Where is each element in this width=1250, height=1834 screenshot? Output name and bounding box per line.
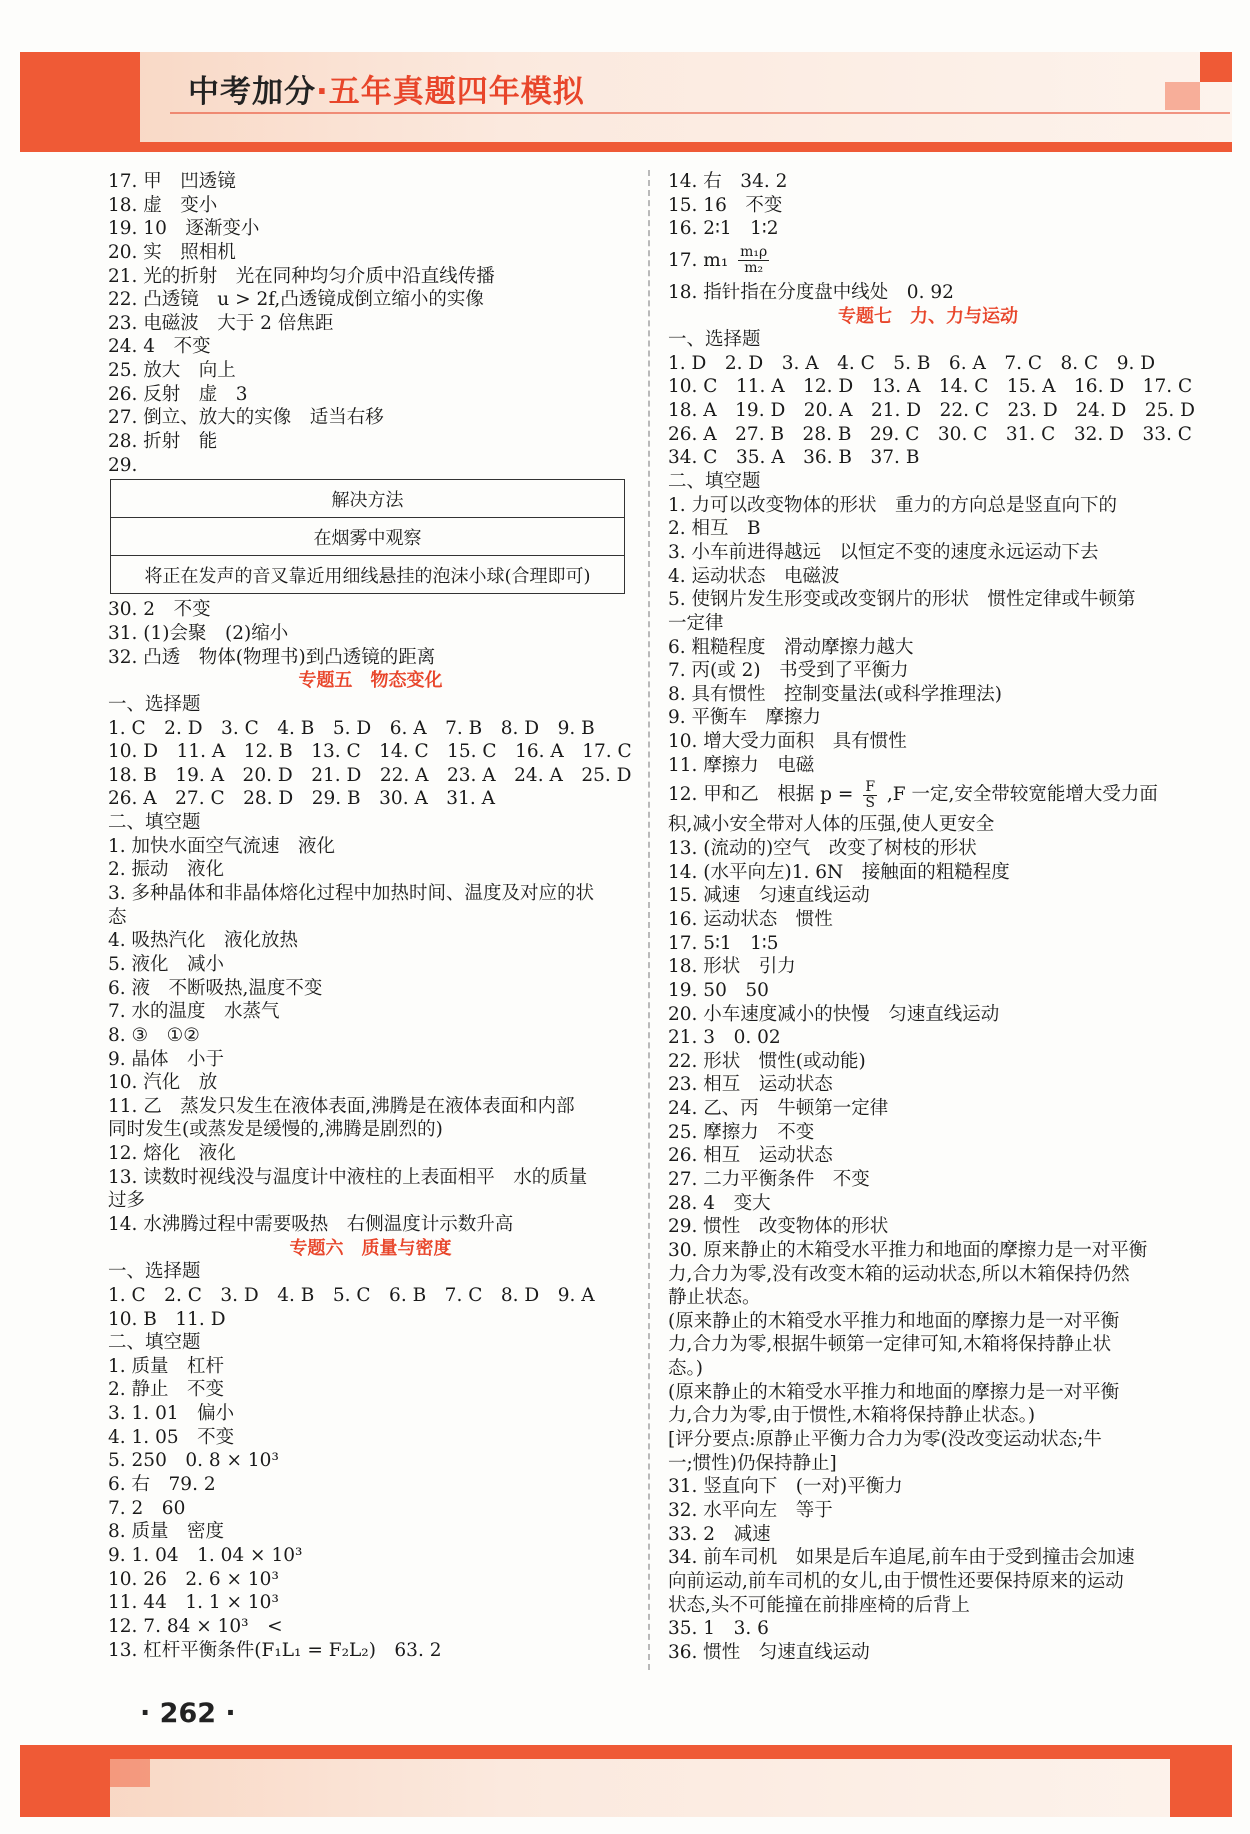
q12-prefix: 12. 甲和乙 根据 p = <box>668 784 854 806</box>
answer-line: 10. C 11. A 12. D 13. A 14. C 15. A 16. D 17. C <box>668 376 1193 398</box>
answer-line: 23. 相互 运动状态 <box>668 1074 833 1096</box>
q12-numerator: F <box>865 778 876 795</box>
q12-suffix: ,F 一定,安全带较宽能增大受力面 <box>886 784 1158 806</box>
book-title-main: 中考加分 <box>188 74 316 110</box>
answer-line: 态 <box>108 906 127 928</box>
answer-line: 8. ③ ①② <box>108 1024 200 1046</box>
answer-line: 18. A 19. D 20. A 21. D 22. C 23. D 24. D 25. D <box>668 400 1195 422</box>
q12-denominator: S <box>865 794 875 811</box>
answer-line: 13. 杠杆平衡条件(F₁L₁ = F₂L₂) 63. 2 <box>108 1639 442 1661</box>
answer-line: 26. 反射 虚 3 <box>108 383 248 405</box>
answers-optics-list <box>108 170 633 477</box>
answer-line: 二、填空题 <box>108 812 201 834</box>
answer-line: 1. C 2. C 3. D 4. B 5. C 6. B 7. C 8. D 9. A <box>108 1284 595 1306</box>
answer-line: 状态,头不可能撞在前排座椅的后背上 <box>668 1594 970 1616</box>
answer-line: 5. 使钢片发生形变或改变钢片的形状 惯性定律或牛顿第 <box>668 589 1136 611</box>
answer-line: 7. 2 60 <box>108 1497 186 1519</box>
answer-line: 力,合力为零,根据牛顿第一定律可知,木箱将保持静止状 <box>668 1334 1112 1356</box>
answer-line: 16. 运动状态 惯性 <box>668 908 833 930</box>
answer-line: 28. 折射 能 <box>108 431 218 453</box>
answer-line: 8. 质量 密度 <box>108 1521 225 1543</box>
answer-line: 27. 倒立、放大的实像 适当右移 <box>108 407 384 429</box>
answer-line: 11. 44 1. 1 × 10³ <box>108 1592 279 1614</box>
answer-line: 9. 平衡车 摩擦力 <box>668 707 822 729</box>
answer-line: 1. 质量 杠杆 <box>108 1355 225 1377</box>
answer-line: 18. B 19. A 20. D 21. D 22. A 23. A 24. A 25. D <box>108 764 632 786</box>
answer-line: 22. 形状 惯性(或动能) <box>668 1050 866 1072</box>
answer-line: 1. C 2. D 3. C 4. B 5. D 6. A 7. B 8. D 9. B <box>108 717 595 739</box>
answer-line: 25. 放大 向上 <box>108 360 236 382</box>
answer-line: 一定律 <box>668 612 724 634</box>
answer-line: 35. 1 3. 6 <box>668 1618 769 1640</box>
answer-line: 10. D 11. A 12. B 13. C 14. C 15. C 16. A 17. C <box>108 741 632 763</box>
page-header <box>0 0 1250 160</box>
answer-line: 1. D 2. D 3. A 4. C 5. B 6. A 7. C 8. C 9. D <box>668 352 1156 374</box>
q29-table-header: 解决方法 <box>111 480 625 518</box>
answer-line: 14. 右 34. 2 <box>668 171 788 192</box>
answer-line: 22. 凸透镜 u > 2f,凸透镜成倒立缩小的实像 <box>108 289 484 311</box>
answer-line: 4. 1. 05 不变 <box>108 1426 235 1448</box>
answer-line: 5. 250 0. 8 × 10³ <box>108 1450 279 1472</box>
answer-line: (原来静止的木箱受水平推力和地面的摩擦力是一对平衡 <box>668 1381 1120 1403</box>
answer-line: 11. 乙 蒸发只发生在液体表面,沸腾是在液体表面和内部 <box>108 1095 575 1117</box>
page-number: · 262 · <box>140 1698 236 1729</box>
q17-prefix: 17. m₁ <box>668 249 729 271</box>
page-footer <box>20 1745 1232 1817</box>
answer-line: 29. <box>108 454 138 476</box>
answer-line: 14. (水平向左)1. 6N 接触面的粗糙程度 <box>668 861 1010 883</box>
answer-line: 28. 4 变大 <box>668 1192 771 1214</box>
answer-line: 23. 电磁波 大于 2 倍焦距 <box>108 312 334 334</box>
q29-table <box>110 479 625 594</box>
answer-line: 13. (流动的)空气 改变了树枝的形状 <box>668 838 977 860</box>
answer-line: 4. 吸热汽化 液化放热 <box>108 930 299 952</box>
answer-line: 6. 液 不断吸热,温度不变 <box>108 977 323 999</box>
answer-line: 29. 惯性 改变物体的形状 <box>668 1216 889 1238</box>
answer-line: 10. 26 2. 6 × 10³ <box>108 1568 279 1590</box>
answer-line: 二、填空题 <box>668 471 761 493</box>
answer-q17 <box>668 241 1188 281</box>
answer-line: 17. 5∶1 1∶5 <box>668 932 779 954</box>
answer-line: 3. 小车前进得越远 以恒定不变的速度永远运动下去 <box>668 541 1099 563</box>
answer-line: 2. 振动 液化 <box>108 859 225 881</box>
section-title-topic5: 专题五 物态变化 <box>298 670 443 692</box>
answer-line: 25. 摩擦力 不变 <box>668 1121 815 1143</box>
answer-line: [评分要点:原静止平衡力合力为零(没改变运动状态;牛 <box>668 1429 1102 1451</box>
answer-line: 13. 读数时视线没与温度计中液柱的上表面相平 水的质量 <box>108 1166 588 1188</box>
answer-line: 27. 二力平衡条件 不变 <box>668 1168 870 1190</box>
answer-line: 4. 运动状态 电磁波 <box>668 565 840 587</box>
answer-line: 18. 形状 引力 <box>668 956 796 978</box>
answers-topic7 <box>668 328 1195 777</box>
footer-deco-block <box>110 1759 150 1787</box>
answer-line: 30. 原来静止的木箱受水平推力和地面的摩擦力是一对平衡 <box>668 1239 1148 1261</box>
answer-q18: 18. 指针指在分度盘中线处 0. 92 <box>668 281 954 303</box>
q17-numerator: m₁ρ <box>740 244 768 261</box>
answer-line: 3. 多种晶体和非晶体熔化过程中加热时间、温度及对应的状 <box>108 883 595 905</box>
answer-q12-topic7 <box>668 777 1188 813</box>
q12-fraction <box>863 780 877 811</box>
answer-line: 5. 液化 减小 <box>108 953 225 975</box>
answer-line: 3. 1. 01 偏小 <box>108 1403 235 1425</box>
answer-line: 9. 晶体 小于 <box>108 1048 225 1070</box>
answers-density-list <box>668 170 1188 241</box>
answer-line: 24. 乙、丙 牛顿第一定律 <box>668 1098 889 1120</box>
answer-line: 32. 凸透 物体(物理书)到凸透镜的距离 <box>108 646 436 668</box>
answer-line: 一、选择题 <box>668 329 761 351</box>
answer-line: 19. 50 50 <box>668 979 769 1001</box>
answer-line: 20. 小车速度减小的快慢 匀速直线运动 <box>668 1003 1000 1025</box>
header-deco-block <box>1165 82 1200 110</box>
answer-line: 10. 增大受力面积 具有惯性 <box>668 731 907 753</box>
answer-line: 16. 2∶1 1∶2 <box>668 218 779 240</box>
answer-line: 7. 水的温度 水蒸气 <box>108 1001 280 1023</box>
answer-line: 1. 力可以改变物体的形状 重力的方向总是竖直向下的 <box>668 494 1118 516</box>
footer-deco-block <box>20 1759 110 1817</box>
answer-line: 24. 4 不变 <box>108 336 211 358</box>
column-divider <box>648 170 650 1670</box>
answer-line: 同时发生(或蒸发是缓慢的,沸腾是剧烈的) <box>108 1119 443 1141</box>
answer-line: 21. 光的折射 光在同种均匀介质中沿直线传播 <box>108 265 495 287</box>
answer-line: 26. A 27. B 28. B 29. C 30. C 31. C 32. D 33. C <box>668 423 1192 445</box>
answer-line: 一、选择题 <box>108 693 201 715</box>
book-title <box>188 66 585 111</box>
header-rule <box>170 112 1230 114</box>
answer-line: 11. 摩擦力 电磁 <box>668 754 815 776</box>
answer-line: 31. (1)会聚 (2)缩小 <box>108 622 289 644</box>
answer-line: 8. 具有惯性 控制变量法(或科学推理法) <box>668 683 1002 705</box>
footer-deco-block <box>1170 1759 1232 1817</box>
answer-line: 32. 水平向左 等于 <box>668 1499 833 1521</box>
answer-line: 33. 2 减速 <box>668 1523 771 1545</box>
answers-topic5 <box>108 693 633 1237</box>
q17-denominator: m₂ <box>744 260 764 277</box>
section-title-topic6: 专题六 质量与密度 <box>289 1237 452 1259</box>
answer-line: 10. B 11. D <box>108 1308 226 1330</box>
answers-optics-list-2 <box>108 598 633 669</box>
answers-topic7-cont <box>668 837 1188 1664</box>
answer-line: 31. 竖直向下 (一对)平衡力 <box>668 1476 903 1498</box>
answer-line: 2. 相互 B <box>668 518 761 540</box>
answer-line: 一、选择题 <box>108 1261 201 1283</box>
answer-line: 力,合力为零,由于惯性,木箱将保持静止状态。) <box>668 1405 1036 1427</box>
answer-line: 力,合力为零,没有改变木箱的运动状态,所以木箱保持仍然 <box>668 1263 1130 1285</box>
answer-line: 10. 汽化 放 <box>108 1072 218 1094</box>
answer-line: 15. 减速 匀速直线运动 <box>668 885 870 907</box>
answer-line: 二、填空题 <box>108 1332 201 1354</box>
answer-line: 19. 10 逐渐变小 <box>108 218 260 240</box>
q17-fraction <box>738 245 769 276</box>
section-title-topic7: 专题七 力、力与运动 <box>838 305 1018 327</box>
answer-line: 1. 加快水面空气流速 液化 <box>108 835 336 857</box>
header-deco-block <box>1200 52 1232 82</box>
right-column <box>668 170 1195 1664</box>
book-title-sub: ·五年真题四年模拟 <box>316 74 585 110</box>
answer-line: 36. 惯性 匀速直线运动 <box>668 1641 870 1663</box>
header-deco-block <box>20 52 140 142</box>
footer-band <box>20 1759 1232 1817</box>
answer-line: 21. 3 0. 02 <box>668 1027 781 1049</box>
left-column <box>108 170 633 1662</box>
answer-line: 12. 7. 84 × 10³ < <box>108 1615 283 1637</box>
answer-line: 18. 虚 变小 <box>108 194 218 216</box>
answer-line: 静止状态。 <box>668 1287 761 1309</box>
answer-line: 17. 甲 凹透镜 <box>108 171 236 192</box>
answer-line: 20. 实 照相机 <box>108 241 236 263</box>
answer-line: 过多 <box>108 1190 146 1212</box>
q29-table-cell: 在烟雾中观察 <box>111 518 625 556</box>
answer-line: 26. A 27. C 28. D 29. B 30. A 31. A <box>108 788 495 810</box>
footer-bar <box>20 1745 1232 1759</box>
answer-line: 2. 静止 不变 <box>108 1379 225 1401</box>
answer-line: 26. 相互 运动状态 <box>668 1145 833 1167</box>
answer-line: 34. C 35. A 36. B 37. B <box>668 447 920 469</box>
answer-line: 向前运动,前车司机的女儿,由于惯性还要保持原来的运动 <box>668 1570 1124 1592</box>
answer-line: 14. 水沸腾过程中需要吸热 右侧温度计示数升高 <box>108 1213 514 1235</box>
answer-line: 7. 丙(或 2) 书受到了平衡力 <box>668 660 909 682</box>
answer-line: 34. 前车司机 如果是后车追尾,前车由于受到撞击会加速 <box>668 1547 1135 1569</box>
header-bar <box>20 142 1232 152</box>
answer-q12-continued: 积,减小安全带对人体的压强,使人更安全 <box>668 814 995 836</box>
answer-line: 9. 1. 04 1. 04 × 10³ <box>108 1544 303 1566</box>
answer-line: 15. 16 不变 <box>668 194 783 216</box>
answer-line: 12. 熔化 液化 <box>108 1143 236 1165</box>
answer-line: 6. 右 79. 2 <box>108 1474 216 1496</box>
answer-line: 态。) <box>668 1358 703 1380</box>
answer-line: (原来静止的木箱受水平推力和地面的摩擦力是一对平衡 <box>668 1310 1120 1332</box>
answers-topic6 <box>108 1260 633 1662</box>
answer-line: 6. 粗糙程度 滑动摩擦力越大 <box>668 636 914 658</box>
answer-line: 一;惯性)仍保持静止] <box>668 1452 837 1474</box>
q29-table-cell: 将正在发声的音叉靠近用细线悬挂的泡沫小球(合理即可) <box>111 556 625 594</box>
answer-line: 30. 2 不变 <box>108 599 211 621</box>
